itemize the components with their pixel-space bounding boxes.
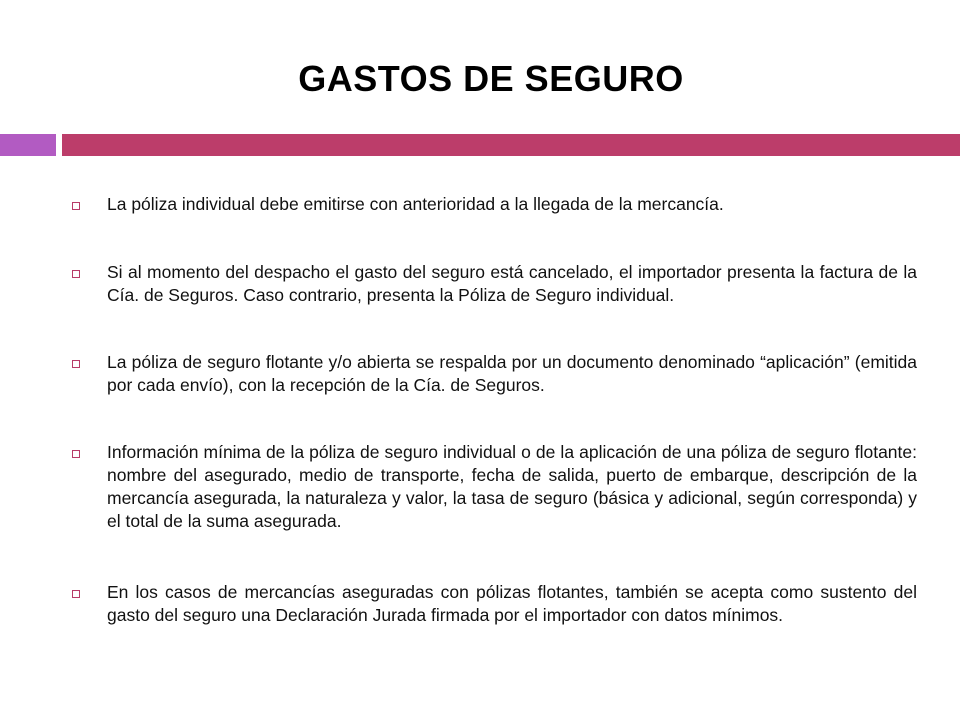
square-bullet-icon [72, 270, 80, 278]
bullet-item [72, 193, 917, 216]
bullet-text: Si al momento del despacho el gasto del seguro está cancelado, el importador presenta la factura de la Cía. de Seguros. Caso contrario, presenta la Póliza de Seguro individual. [107, 262, 917, 305]
slide-title: GASTOS DE SEGURO [298, 58, 684, 99]
bullet-item [72, 351, 917, 397]
bullet-text: En los casos de mercancías aseguradas con pólizas flotantes, también se acepta como sustento del gasto del seguro una Declaración Jurada firmada por el importador con datos mínimos. [107, 582, 917, 625]
square-bullet-icon [72, 450, 80, 458]
square-bullet-icon [72, 202, 80, 210]
bullet-item [72, 441, 917, 533]
square-bullet-icon [72, 590, 80, 598]
bullet-item [72, 581, 917, 627]
bullet-text: Información mínima de la póliza de seguro individual o de la aplicación de una póliza de seguro flotante: nombre del asegurado, medio de transporte, fecha de salida, puerto de embarque, descripción de la mercancía asegurada, la naturaleza y valor, la tasa de seguro (básica y adicional, según corresponda) y el total de la suma asegurada. [107, 442, 917, 531]
bullet-item [72, 261, 917, 307]
bullet-text: La póliza de seguro flotante y/o abierta se respalda por un documento denominado “aplicación” (emitida por cada envío), con la recepción de la Cía. de Seguros. [107, 352, 917, 395]
bullet-text: La póliza individual debe emitirse con anterioridad a la llegada de la mercancía. [107, 194, 724, 214]
square-bullet-icon [72, 360, 80, 368]
